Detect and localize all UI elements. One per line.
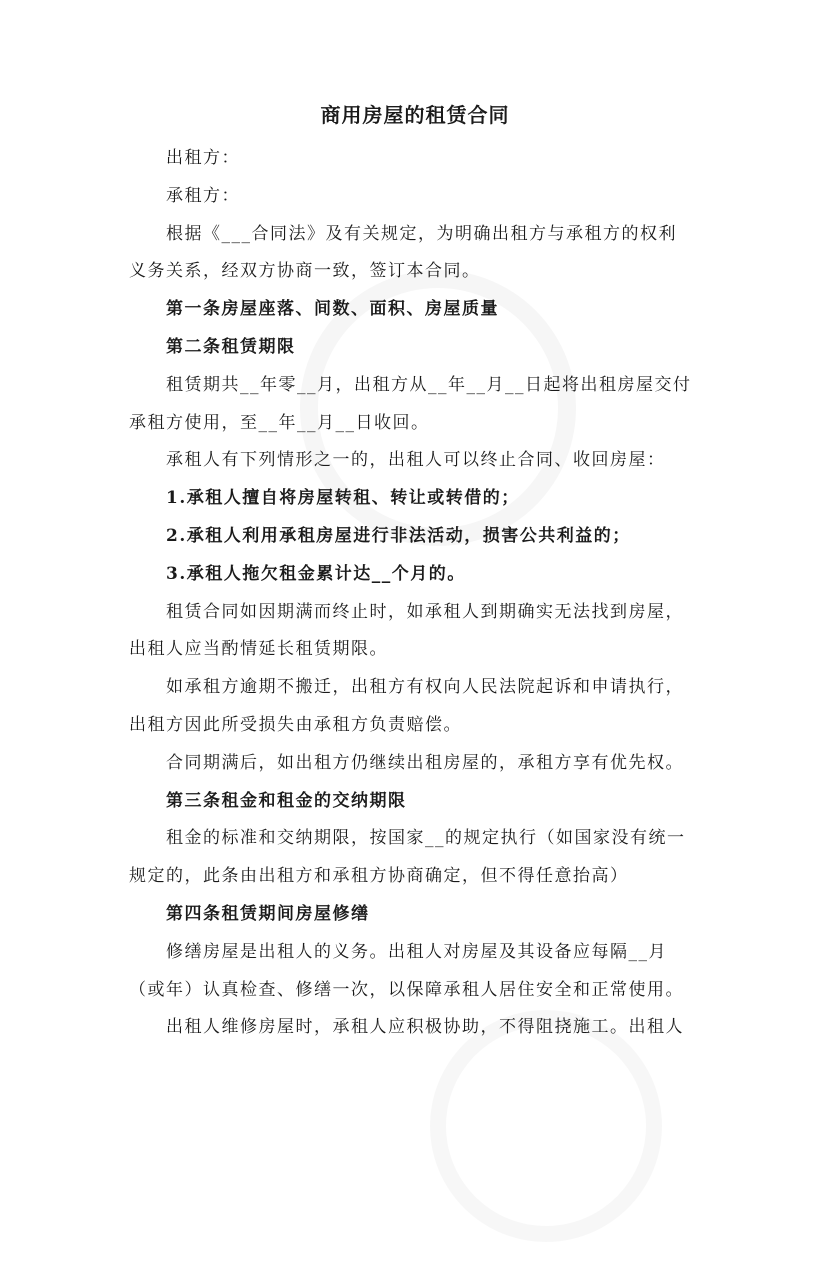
paragraph-line: 出租人维修房屋时，承租人应积极协助，不得阻挠施工。出租人 (166, 1017, 684, 1038)
document-body (129, 140, 707, 1047)
paragraph-line: 租金的标准和交纳期限，按国家__的规定执行（如国家没有统一 (166, 828, 686, 849)
paragraph-line: 修缮房屋是出租人的义务。出租人对房屋及其设备应每隔__月 (166, 941, 667, 962)
lessee-line: 承租方： (166, 185, 240, 206)
document-title: 商用房屋的租赁合同 (320, 103, 510, 127)
list-item: 2.承租人利用承租房屋进行非法活动，损害公共利益的； (166, 525, 631, 546)
paragraph-line: 承租方使用，至__年__月__日收回。 (129, 412, 430, 433)
lessor-line: 出租方： (166, 148, 240, 168)
paragraph-line: 租赁期共__年零__月，出租方从__年__月__日起将出租房屋交付 (166, 374, 692, 395)
paragraph-line: 承租人有下列情形之一的，出租人可以终止合同、收回房屋： (166, 450, 666, 471)
article-heading: 第四条租赁期间房屋修缮 (166, 903, 370, 924)
article-heading: 第三条租金和租金的交纳期限 (166, 790, 407, 811)
list-item: 1.承租人擅自将房屋转租、转让或转借的； (166, 488, 520, 509)
list-item: 3.承租人拖欠租金累计达__个月的。 (166, 563, 466, 584)
paragraph-line: 出租方因此所受损失由承租方负责赔偿。 (129, 714, 462, 735)
paragraph-line: 租赁合同如因期满而终止时，如承租人到期确实无法找到房屋， (166, 601, 684, 622)
paragraph-line: 如承租方逾期不搬迁，出租方有权向人民法院起诉和申请执行， (166, 677, 684, 698)
paragraph-line: 合同期满后，如出租方仍继续出租房屋的，承租方享有优先权。 (166, 752, 684, 773)
article-heading: 第一条房屋座落、间数、面积、房屋质量 (166, 299, 499, 320)
paragraph-line: （或年）认真检查、修缮一次，以保障承租人居住安全和正常使用。 (129, 979, 684, 1000)
paragraph-line: 规定的，此条由出租方和承租方协商确定，但不得任意抬高） (129, 866, 629, 887)
paragraph-line: 根据《___合同法》及有关规定，为明确出租方与承租方的权利 (166, 223, 677, 244)
paragraph-line: 出租人应当酌情延长租赁期限。 (129, 639, 388, 660)
paragraph-line: 义务关系，经双方协商一致，签订本合同。 (129, 261, 481, 282)
article-heading: 第二条租赁期限 (166, 336, 296, 357)
